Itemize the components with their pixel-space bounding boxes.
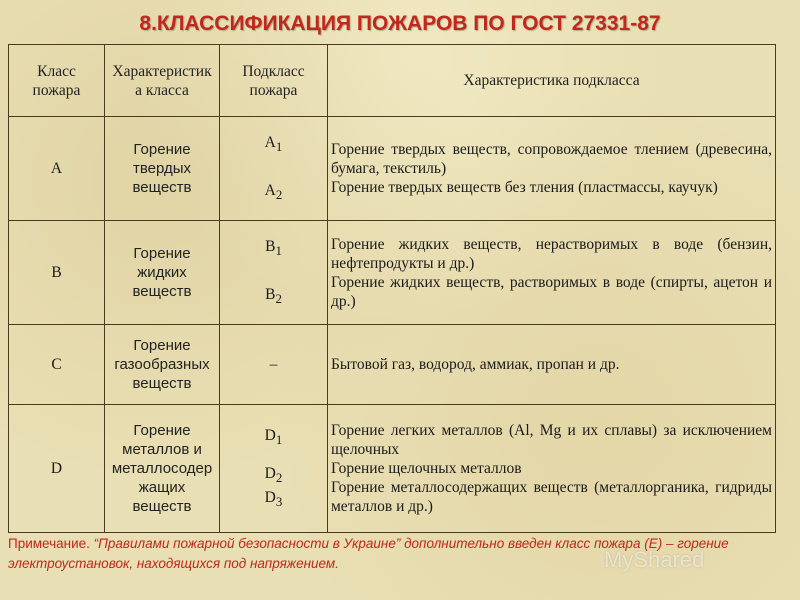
header-class-characteristic: Характеристик а класса: [105, 45, 220, 117]
subclass-characteristic-cell: Бытовой газ, водород, аммиак, пропан и др.: [328, 325, 776, 405]
subclass-description: Горение твердых веществ без тления (пластмассы, каучук): [331, 179, 718, 196]
subclass-description: Горение металлосодержащих веществ (металлорганика, гидриды металлов и др.): [331, 479, 772, 515]
subclass-label: $B_2$: [265, 285, 282, 306]
footnote-label: Примечание.: [8, 536, 90, 551]
class-cell: C: [9, 325, 105, 405]
fire-classification-table: [8, 44, 776, 533]
subclass-label: $D_2$: [264, 465, 283, 486]
class-cell: B: [9, 221, 105, 325]
subclass-description: Горение твердых веществ, сопровождаемое тлением (древесина, бумага, текстиль): [331, 141, 772, 177]
subclass-label: $D_1$: [264, 427, 283, 448]
table-header-row: [9, 45, 776, 117]
subclass-cell: [220, 117, 328, 221]
subclass-description: Горение щелочных металлов: [331, 460, 522, 477]
class-characteristic-cell: Горение жидких веществ: [105, 221, 220, 325]
class-characteristic-cell: Горение газообразных веществ: [105, 325, 220, 405]
class-cell: A: [9, 117, 105, 221]
subclass-cell: [220, 405, 328, 533]
class-cell: D: [9, 405, 105, 533]
header-subclass: Подкласс пожара: [220, 45, 328, 117]
footnote-text: “Правилами пожарной безопасности в Украине” дополнительно введен класс пожара (Е) – горение электроустановок, находящихся под напряжением.: [8, 536, 729, 571]
table-row-d: [9, 405, 776, 533]
header-subclass-characteristic: Характеристика подкласса: [328, 45, 776, 117]
page-title: 8.КЛАССИФИКАЦИЯ ПОЖАРОВ ПО ГОСТ 27331-87: [139, 12, 661, 35]
subclass-cell: [220, 221, 328, 325]
table-row-a: [9, 117, 776, 221]
class-characteristic-cell: Горение металлов и металлосодер жащих веществ: [105, 405, 220, 533]
subclass-label: $A_2$: [264, 181, 283, 202]
subclass-characteristic-cell: [328, 221, 776, 325]
subclass-characteristic-cell: [328, 405, 776, 533]
subclass-description: Горение жидких веществ, нерастворимых в воде (бензин, нефтепродукты и др.): [331, 235, 772, 272]
class-characteristic-cell: Горение твердых веществ: [105, 117, 220, 221]
subclass-description: Горение легких металлов (Al, Mg и их сплавы) за исключением щелочных: [331, 422, 772, 458]
table-row-b: [9, 221, 776, 325]
subclass-cell: –: [220, 325, 328, 405]
subclass-label: $A_1$: [264, 134, 283, 155]
subclass-label: $D_3$: [264, 488, 283, 509]
subclass-description: Горение жидких веществ, растворимых в воде (спирты, ацетон и др.): [331, 273, 772, 310]
subclass-characteristic-cell: [328, 117, 776, 221]
subclass-label: $B_1$: [265, 238, 282, 259]
watermark-logo: MyShared: [604, 547, 705, 572]
header-fire-class: Класс пожара: [9, 45, 105, 117]
table-row-c: [9, 325, 776, 405]
